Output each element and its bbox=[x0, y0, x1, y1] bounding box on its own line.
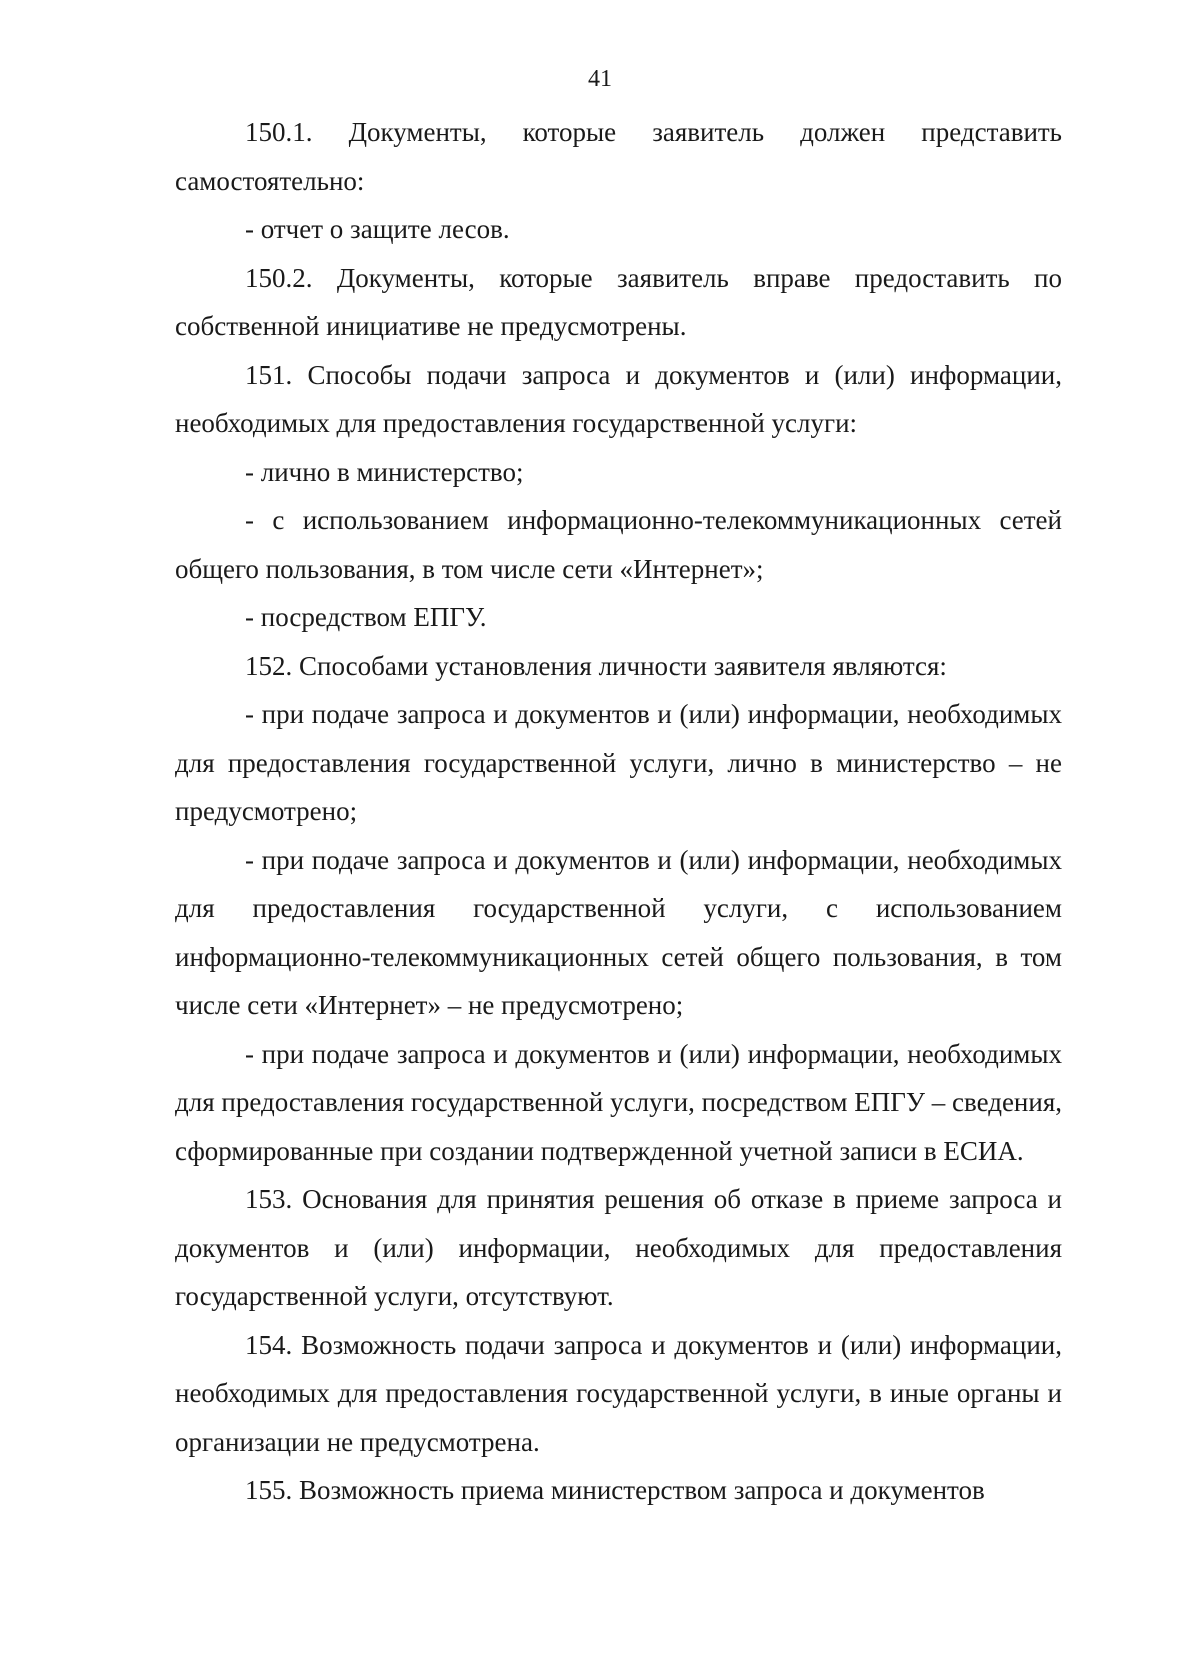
paragraph-153: 153. Основания для принятия решения об отказе в приеме запроса и документов и (или) информации, необходимых для предоставления государственной услуги, отсутствуют. bbox=[175, 1184, 1062, 1311]
list-item-forest-protection-report: - отчет о защите лесов. bbox=[245, 214, 510, 244]
list-item-epgu: - посредством ЕПГУ. bbox=[245, 602, 487, 632]
paragraph-152: 152. Способами установления личности заявителя являются: bbox=[245, 650, 947, 681]
page-number: 41 bbox=[588, 66, 612, 92]
paragraph-150-1: 150.1. Документы, которые заявитель должен представить самостоятельно: bbox=[175, 117, 1062, 196]
paragraph-154: 154. Возможность подачи запроса и документов и (или) информации, необходимых для предоставления государственной услуги, в иные органы и организации не предусмотрена. bbox=[175, 1329, 1062, 1457]
list-item-identity-in-person: - при подаче запроса и документов и (или) информации, необходимых для предоставления государственной услуги, лично в министерство – не предусмотрено; bbox=[175, 699, 1062, 826]
paragraph-155: 155. Возможность приема министерством запроса и документов bbox=[245, 1475, 985, 1505]
list-item-identity-telecom: - при подаче запроса и документов и (или) информации, необходимых для предоставления государственной услуги, с использованием информационно-телекоммуникационных сетей общего пользования, в том числе сети «Интернет» – не предусмотрено; bbox=[175, 844, 1062, 1020]
paragraph-151: 151. Способы подачи запроса и документов и (или) информации, необходимых для предоставления государственной услуги: bbox=[175, 359, 1062, 438]
paragraph-150-2: 150.2. Документы, которые заявитель вправе предоставить по собственной инициативе не предусмотрены. bbox=[175, 262, 1062, 341]
document-body bbox=[175, 108, 1062, 1515]
list-item-in-person: - лично в министерство; bbox=[245, 456, 524, 487]
list-item-telecom-networks: - с использованием информационно-телекоммуникационных сетей общего пользования, в том числе сети «Интернет»; bbox=[175, 505, 1062, 584]
list-item-identity-epgu: - при подаче запроса и документов и (или) информации, необходимых для предоставления государственной услуги, посредством ЕПГУ – сведения, сформированные при создании подтвержденной учетной записи в ЕСИА. bbox=[175, 1038, 1062, 1166]
